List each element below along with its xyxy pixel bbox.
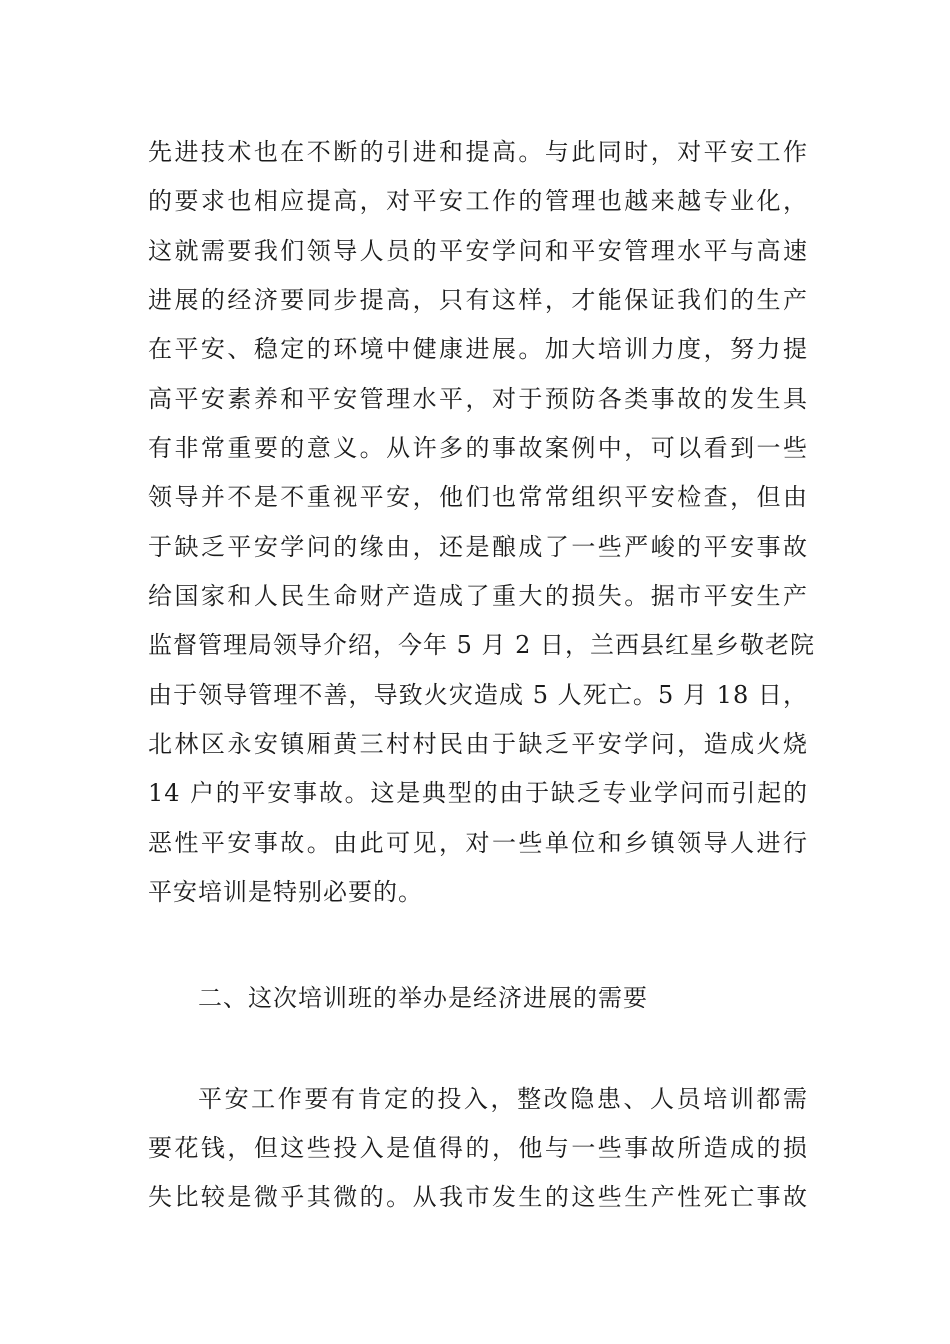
- paragraph-1-line-11: 监督管理局领导介绍，今年 5 月 2 日，兰西县红星乡敬老院: [148, 631, 816, 659]
- paragraph-2-line-1: 平安工作要有肯定的投入，整改隐患、人员培训都需: [198, 1085, 808, 1113]
- paragraph-1-line-15: 恶性平安事故。由此可见，对一些单位和乡镇领导人进行: [148, 829, 808, 857]
- paragraph-1-line-14: 14 户的平安事故。这是典型的由于缺乏专业学问而引起的: [148, 779, 808, 807]
- paragraph-1-line-9: 于缺乏平安学问的缘由，还是酿成了一些严峻的平安事故: [148, 533, 808, 561]
- paragraph-1-line-4: 进展的经济要同步提高，只有这样，才能保证我们的生产: [148, 286, 808, 314]
- paragraph-1-line-12: 由于领导管理不善，导致火灾造成 5 人死亡。5 月 18 日，: [148, 681, 808, 709]
- paragraph-1-line-7: 有非常重要的意义。从许多的事故案例中，可以看到一些: [148, 434, 808, 462]
- paragraph-1-line-10: 给国家和人民生命财产造成了重大的损失。据市平安生产: [148, 582, 808, 610]
- paragraph-1-line-13: 北林区永安镇厢黄三村村民由于缺乏平安学问，造成火烧: [148, 730, 808, 758]
- paragraph-1-line-6: 高平安素养和平安管理水平，对于预防各类事故的发生具: [148, 385, 808, 413]
- section-2-heading: 二、这次培训班的举办是经济进展的需要: [198, 984, 648, 1012]
- paragraph-1-line-3: 这就需要我们领导人员的平安学问和平安管理水平与高速: [148, 237, 808, 265]
- paragraph-1-line-5: 在平安、稳定的环境中健康进展。加大培训力度，努力提: [148, 335, 808, 363]
- paragraph-2-line-2: 要花钱，但这些投入是值得的，他与一些事故所造成的损: [148, 1134, 808, 1162]
- paragraph-2-line-3: 失比较是微乎其微的。从我市发生的这些生产性死亡事故: [148, 1183, 808, 1211]
- paragraph-1-line-2: 的要求也相应提高，对平安工作的管理也越来越专业化，: [148, 187, 808, 215]
- paragraph-1-line-16: 平安培训是特别必要的。: [148, 878, 423, 906]
- paragraph-1-line-8: 领导并不是不重视平安，他们也常常组织平安检查，但由: [148, 483, 808, 511]
- paragraph-1-line-1: 先进技术也在不断的引进和提高。与此同时，对平安工作: [148, 138, 808, 166]
